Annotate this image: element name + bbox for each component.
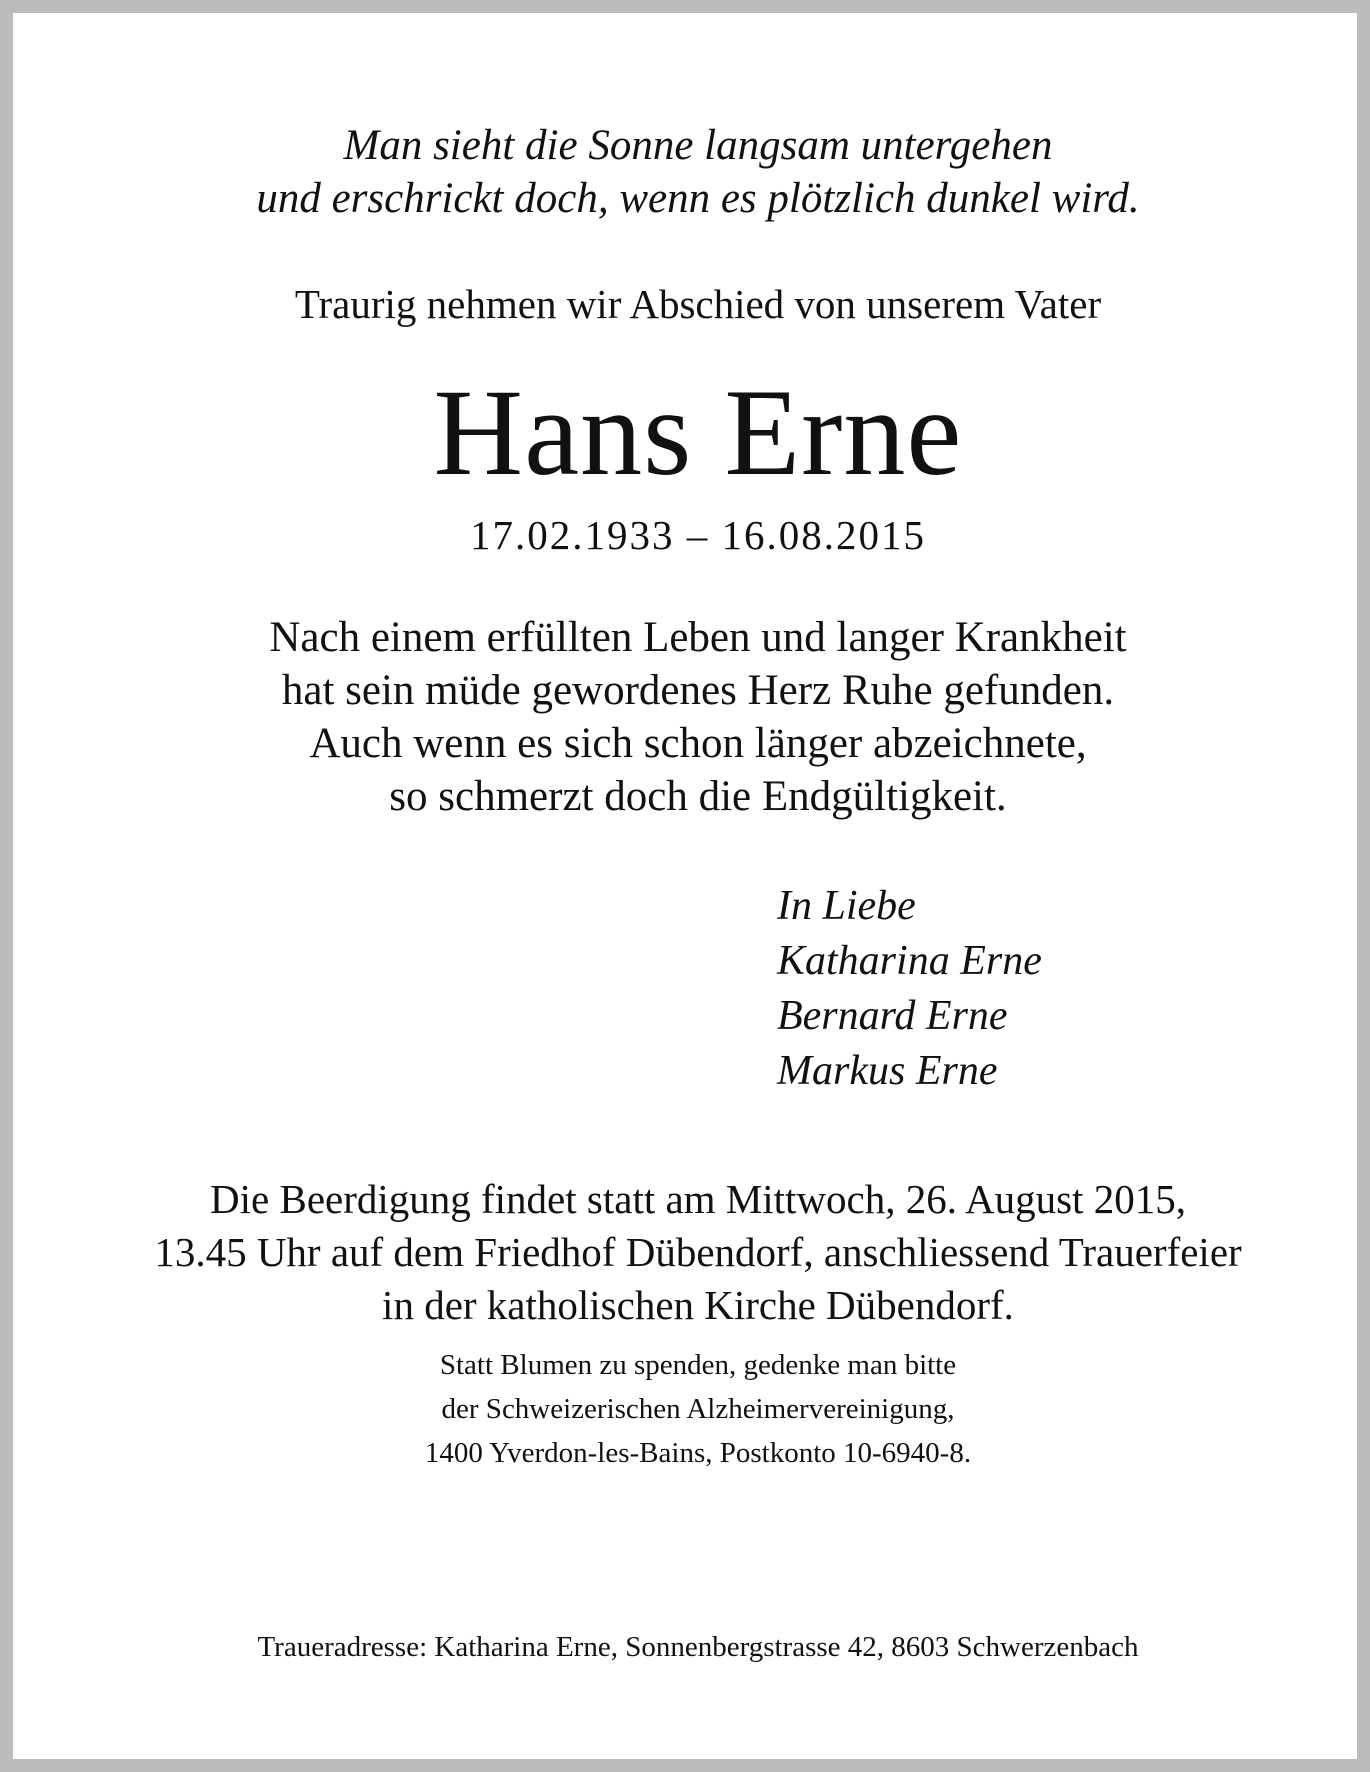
donation-line-2: der Schweizerischen Alzheimervereinigung,: [441, 1393, 955, 1425]
motto-quote: [13, 119, 1370, 225]
signature-line-1: In Liebe: [777, 883, 916, 929]
funeral-line-1: Die Beerdigung findet statt am Mittwoch, 26. August 2015,: [210, 1176, 1186, 1222]
body-line-2: hat sein müde gewordenes Herz Ruhe gefunden.: [281, 667, 1115, 714]
funeral-details: [13, 1173, 1370, 1332]
donation-line-1: Statt Blumen zu spenden, gedenke man bitte: [439, 1349, 957, 1381]
mourning-address: [13, 1625, 1370, 1669]
motto-line-2: und erschrickt doch, wenn es plötzlich dunkel wird.: [256, 175, 1140, 222]
deceased-name: [13, 363, 1370, 503]
body-line-1: Nach einem erfüllten Leben und langer Krankheit: [269, 614, 1127, 661]
deceased-name-text: Hans Erne: [433, 364, 963, 501]
motto-line-1: Man sieht die Sonne langsam untergehen: [343, 122, 1053, 169]
signature-line-4: Markus Erne: [777, 1048, 998, 1094]
body-line-3: Auch wenn es sich schon länger abzeichnete,: [309, 720, 1087, 767]
signature-line-3: Bernard Erne: [777, 993, 1008, 1039]
donation-line-3: 1400 Yverdon-les-Bains, Postkonto 10-6940-8.: [424, 1437, 972, 1469]
life-dates-text: 17.02.1933 – 16.08.2015: [470, 512, 926, 558]
intro-text: [13, 279, 1370, 329]
address-line: Traueradresse: Katharina Erne, Sonnenbergstrasse 42, 8603 Schwerzenbach: [257, 1631, 1139, 1663]
family-signature: [777, 879, 1042, 1099]
intro-line: Traurig nehmen wir Abschied von unserem Vater: [294, 281, 1102, 327]
funeral-line-3: in der katholischen Kirche Dübendorf.: [382, 1282, 1014, 1328]
body-line-4: so schmerzt doch die Endgültigkeit.: [389, 773, 1007, 820]
body-paragraph: [13, 611, 1370, 823]
donation-request: [13, 1343, 1370, 1475]
life-dates: [13, 510, 1370, 560]
funeral-line-2: 13.45 Uhr auf dem Friedhof Dübendorf, anschliessend Trauerfeier: [154, 1229, 1242, 1275]
signature-line-2: Katharina Erne: [777, 938, 1042, 984]
